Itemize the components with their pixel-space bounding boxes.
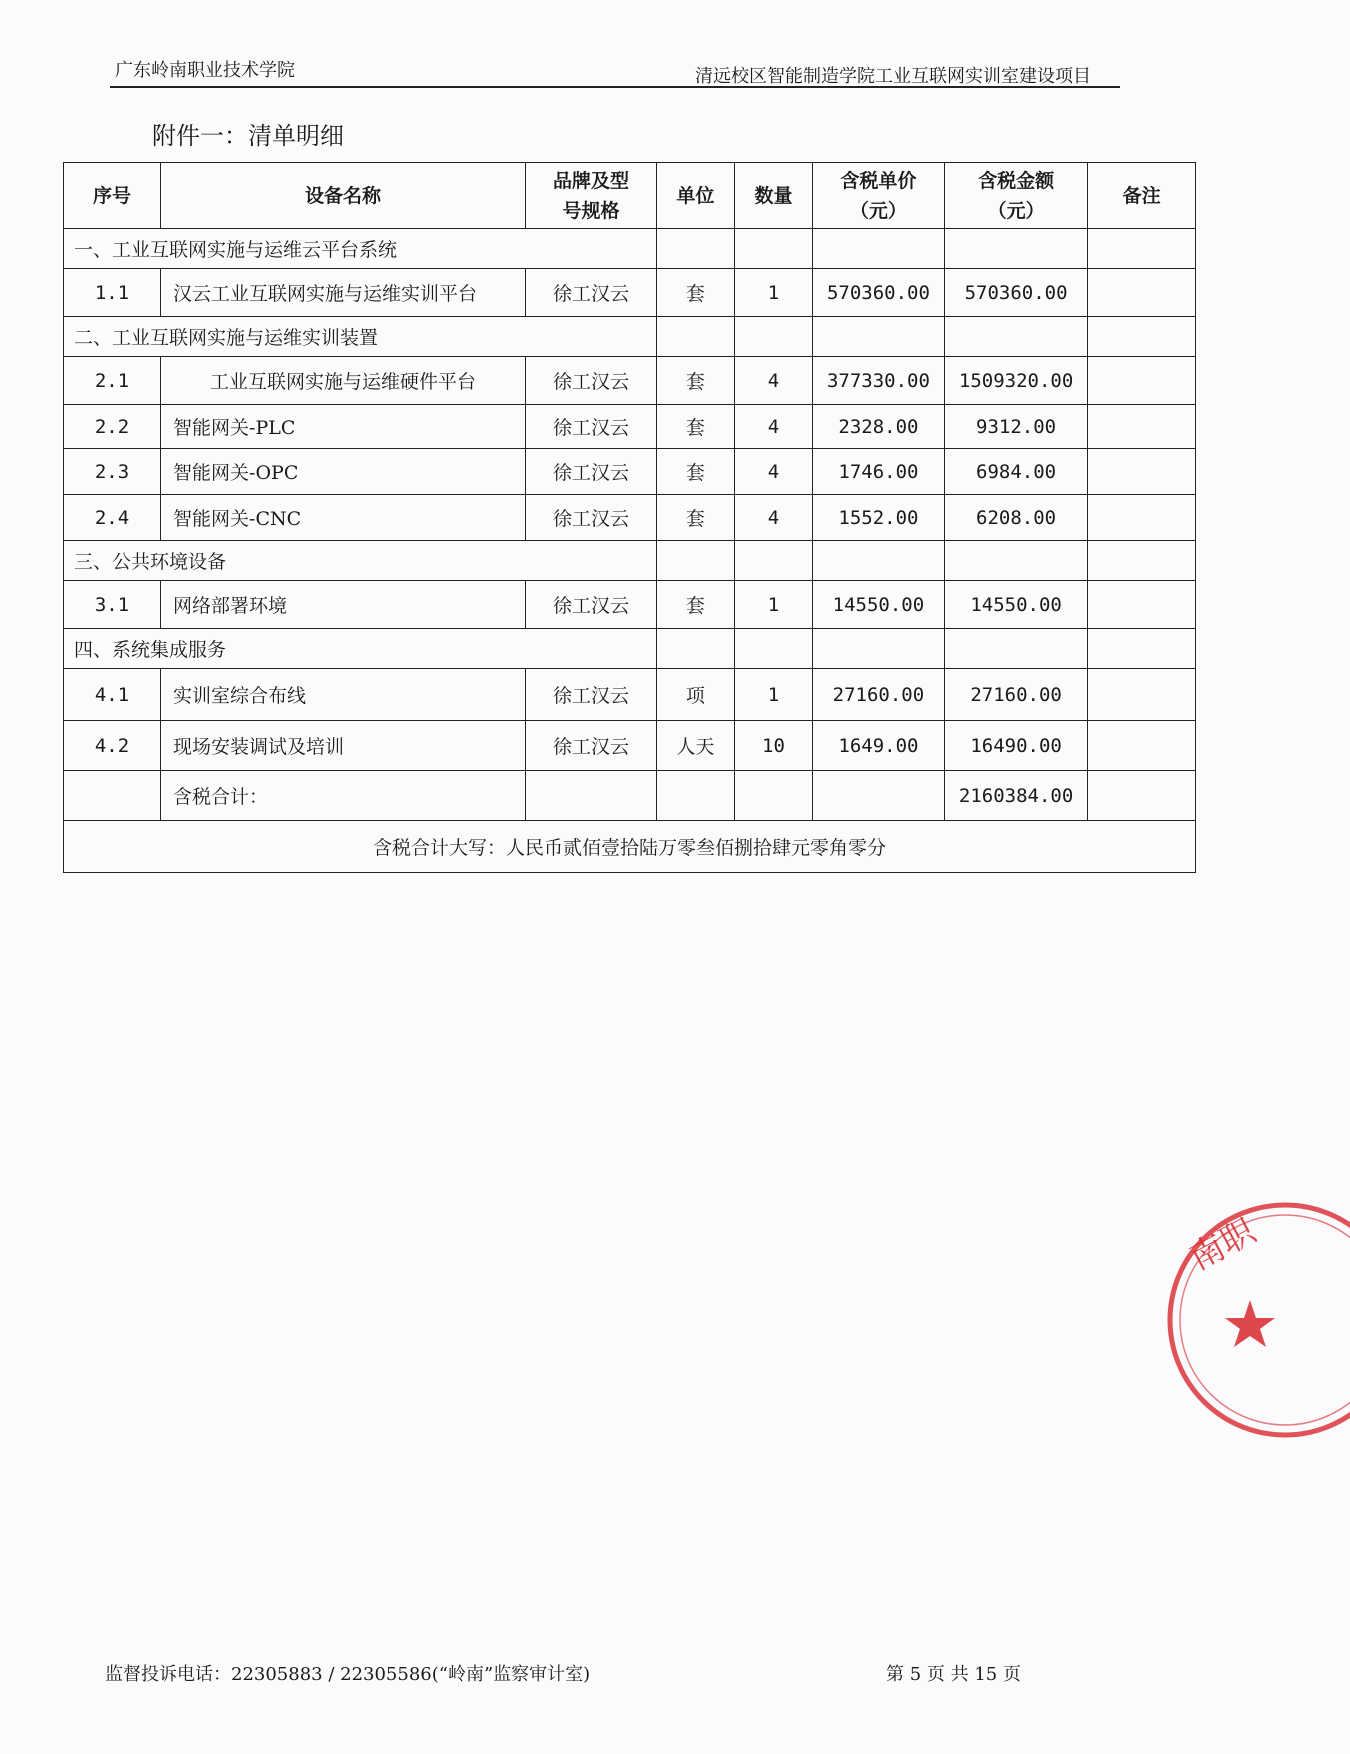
section-row [64,317,1196,357]
row-amount: 6208.00 [944,495,1087,541]
row-brand: 徐工汉云 [526,405,657,449]
row-name: 智能网关-PLC [161,405,526,449]
table-row [64,269,1196,317]
row-amount: 570360.00 [944,269,1087,317]
row-note [1088,357,1196,405]
row-unit: 人天 [656,721,734,771]
row-note [1088,449,1196,495]
row-unit: 套 [656,449,734,495]
header-project-name: 清远校区智能制造学院工业互联网实训室建设项目 [695,66,1091,87]
total-row [64,771,1196,821]
row-no: 1.1 [64,269,161,317]
table-header-row [64,163,1196,229]
row-amount: 16490.00 [944,721,1087,771]
row-brand: 徐工汉云 [526,721,657,771]
table-row [64,721,1196,771]
section-row [64,229,1196,269]
official-seal-stamp [1150,1195,1350,1455]
table-row [64,357,1196,405]
row-unit: 套 [656,581,734,629]
row-note [1088,669,1196,721]
section-row [64,629,1196,669]
row-qty: 1 [734,669,812,721]
row-price: 27160.00 [813,669,945,721]
row-no: 2.2 [64,405,161,449]
row-brand: 徐工汉云 [526,449,657,495]
row-qty: 1 [734,269,812,317]
section-title: 三、公共环境设备 [64,541,657,581]
row-note [1088,495,1196,541]
row-name: 现场安装调试及培训 [161,721,526,771]
row-brand: 徐工汉云 [526,357,657,405]
header-unit: 单位 [656,163,734,229]
row-qty: 4 [734,405,812,449]
row-unit: 套 [656,357,734,405]
row-note [1088,405,1196,449]
row-note [1088,581,1196,629]
row-price: 1649.00 [813,721,945,771]
row-unit: 套 [656,269,734,317]
page-number: 第 5 页 共 15 页 [886,1664,1021,1685]
table-row [64,449,1196,495]
section-title: 一、工业互联网实施与运维云平台系统 [64,229,657,269]
total-label: 含税合计： [161,771,526,821]
table-row [64,581,1196,629]
section-title: 四、系统集成服务 [64,629,657,669]
row-name: 智能网关-OPC [161,449,526,495]
row-amount: 6984.00 [944,449,1087,495]
attachment-title: 附件一：清单明细 [152,122,344,150]
row-name: 网络部署环境 [161,581,526,629]
row-qty: 4 [734,449,812,495]
header-amount: 含税金额 （元） [944,163,1087,229]
total-words-row [64,821,1196,873]
row-amount: 1509320.00 [944,357,1087,405]
row-no: 2.4 [64,495,161,541]
row-price: 2328.00 [813,405,945,449]
row-price: 377330.00 [813,357,945,405]
header-divider [110,86,1120,88]
row-brand: 徐工汉云 [526,269,657,317]
row-price: 14550.00 [813,581,945,629]
row-price: 1552.00 [813,495,945,541]
row-brand: 徐工汉云 [526,669,657,721]
header-no: 序号 [64,163,161,229]
row-unit: 项 [656,669,734,721]
table-row [64,405,1196,449]
row-brand: 徐工汉云 [526,581,657,629]
header-note: 备注 [1088,163,1196,229]
complaint-hotline: 监督投诉电话：22305883 / 22305586(“岭南”监察审计室) [105,1664,591,1685]
section-row [64,541,1196,581]
row-note [1088,269,1196,317]
row-qty: 4 [734,495,812,541]
header-brand: 品牌及型 号规格 [526,163,657,229]
detail-table [63,162,1196,873]
row-qty: 10 [734,721,812,771]
table-row [64,669,1196,721]
row-no: 4.1 [64,669,161,721]
row-no: 3.1 [64,581,161,629]
row-unit: 套 [656,405,734,449]
total-value: 2160384.00 [944,771,1087,821]
table-row [64,495,1196,541]
row-name: 实训室综合布线 [161,669,526,721]
section-title: 二、工业互联网实施与运维实训装置 [64,317,657,357]
row-name: 汉云工业互联网实施与运维实训平台 [161,269,526,317]
total-in-words: 含税合计大写：人民币贰佰壹拾陆万零叁佰捌拾肆元零角零分 [64,821,1196,873]
row-qty: 1 [734,581,812,629]
row-unit: 套 [656,495,734,541]
header-qty: 数量 [734,163,812,229]
row-no: 4.2 [64,721,161,771]
row-no: 2.1 [64,357,161,405]
row-price: 570360.00 [813,269,945,317]
row-name: 智能网关-CNC [161,495,526,541]
row-name: 工业互联网实施与运维硬件平台 [161,357,526,405]
row-qty: 4 [734,357,812,405]
row-no: 2.3 [64,449,161,495]
row-brand: 徐工汉云 [526,495,657,541]
row-price: 1746.00 [813,449,945,495]
row-amount: 14550.00 [944,581,1087,629]
row-amount: 27160.00 [944,669,1087,721]
table-body [64,229,1196,771]
row-amount: 9312.00 [944,405,1087,449]
header-school-name: 广东岭南职业技术学院 [115,60,295,81]
svg-text:南职: 南职 [1183,1211,1263,1279]
row-note [1088,721,1196,771]
header-name: 设备名称 [161,163,526,229]
header-price: 含税单价 （元） [813,163,945,229]
